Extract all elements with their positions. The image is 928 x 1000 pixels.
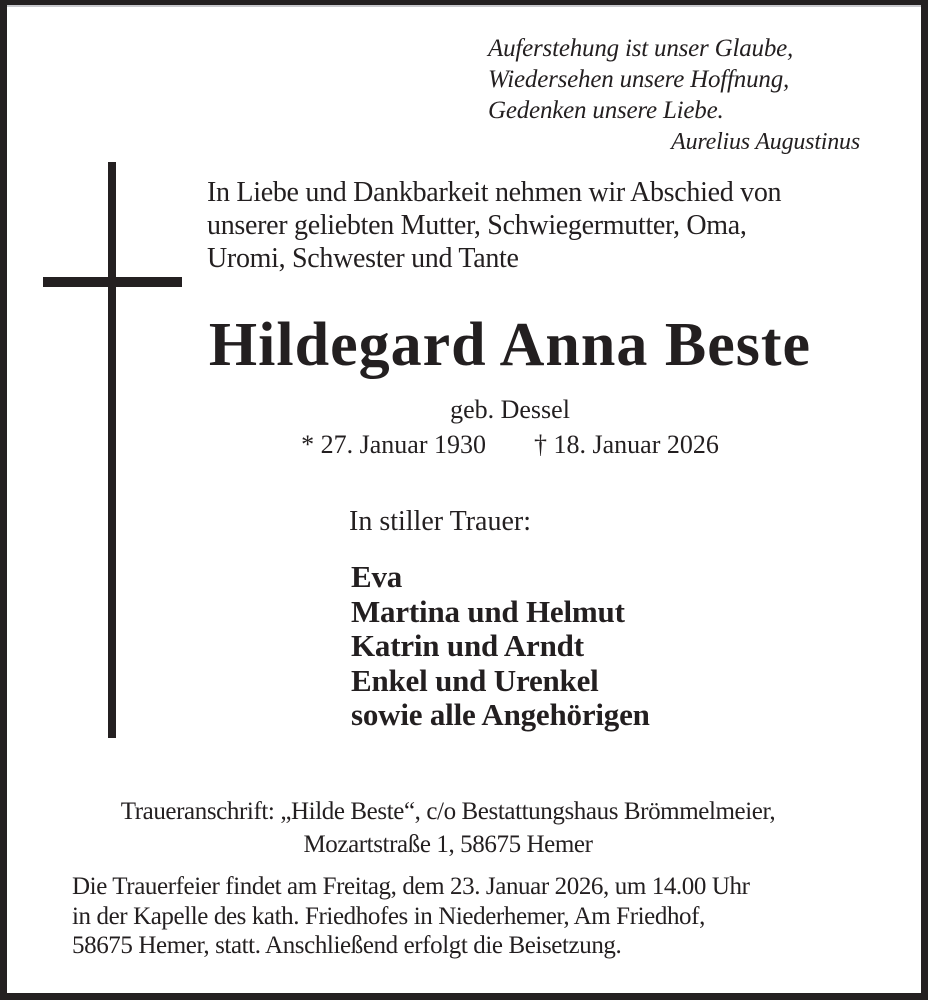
funeral-line: 58675 Hemer, statt. Anschließend erfolgt die Beisetzung. <box>72 932 622 959</box>
intro-line: unserer geliebten Mutter, Schwiegermutter, Oma, <box>207 210 747 241</box>
mourning-label: In stiller Trauer: <box>349 506 531 537</box>
quote-block <box>488 33 860 158</box>
cross-horizontal-bar <box>43 277 182 287</box>
quote-attribution: Aurelius Augustinus <box>671 129 860 155</box>
funeral-info <box>72 872 882 961</box>
intro-line: In Liebe und Dankbarkeit nehmen wir Abschied von <box>207 177 782 208</box>
address-line: Traueranschrift: „Hilde Beste“, c/o Bestattungshaus Brömmelmeier, <box>120 798 776 825</box>
quote-line: Auferstehung ist unser Glaube, <box>488 35 794 62</box>
top-edge-shading <box>7 5 921 7</box>
quote-line: Wiedersehen unsere Hoffnung, <box>488 66 790 93</box>
life-dates <box>165 430 855 460</box>
birth-date: * 27. Januar 1930 <box>301 430 486 459</box>
condolence-address <box>48 795 848 861</box>
frame-border-left <box>0 0 7 1000</box>
mourner: Eva <box>351 559 403 594</box>
maiden-name: geb. Dessel <box>450 395 570 424</box>
address-line: Mozartstraße 1, 58675 Hemer <box>303 831 593 858</box>
quote-line: Gedenken unsere Liebe. <box>488 97 724 124</box>
mourner: Enkel und Urenkel <box>351 662 599 698</box>
mourner: Martina und Helmut <box>351 593 625 629</box>
cross-vertical-bar <box>108 162 116 738</box>
funeral-line: Die Trauerfeier findet am Freitag, dem 23. Januar 2026, um 14.00 Uhr <box>72 873 750 900</box>
intro-paragraph <box>207 176 907 275</box>
deceased-name: Hildegard Anna Beste <box>208 311 812 379</box>
mourner: sowie alle Angehörigen <box>351 697 650 732</box>
mourner: Katrin und Arndt <box>351 628 584 663</box>
death-date: † 18. Januar 2026 <box>534 430 719 459</box>
funeral-line: in der Kapelle des kath. Friedhofes in Niederhemer, Am Friedhof, <box>72 902 705 930</box>
frame-border-right <box>921 0 928 1000</box>
mourners-list <box>351 560 650 733</box>
intro-line: Uromi, Schwester und Tante <box>207 243 519 274</box>
frame-border-bottom <box>0 993 928 1000</box>
